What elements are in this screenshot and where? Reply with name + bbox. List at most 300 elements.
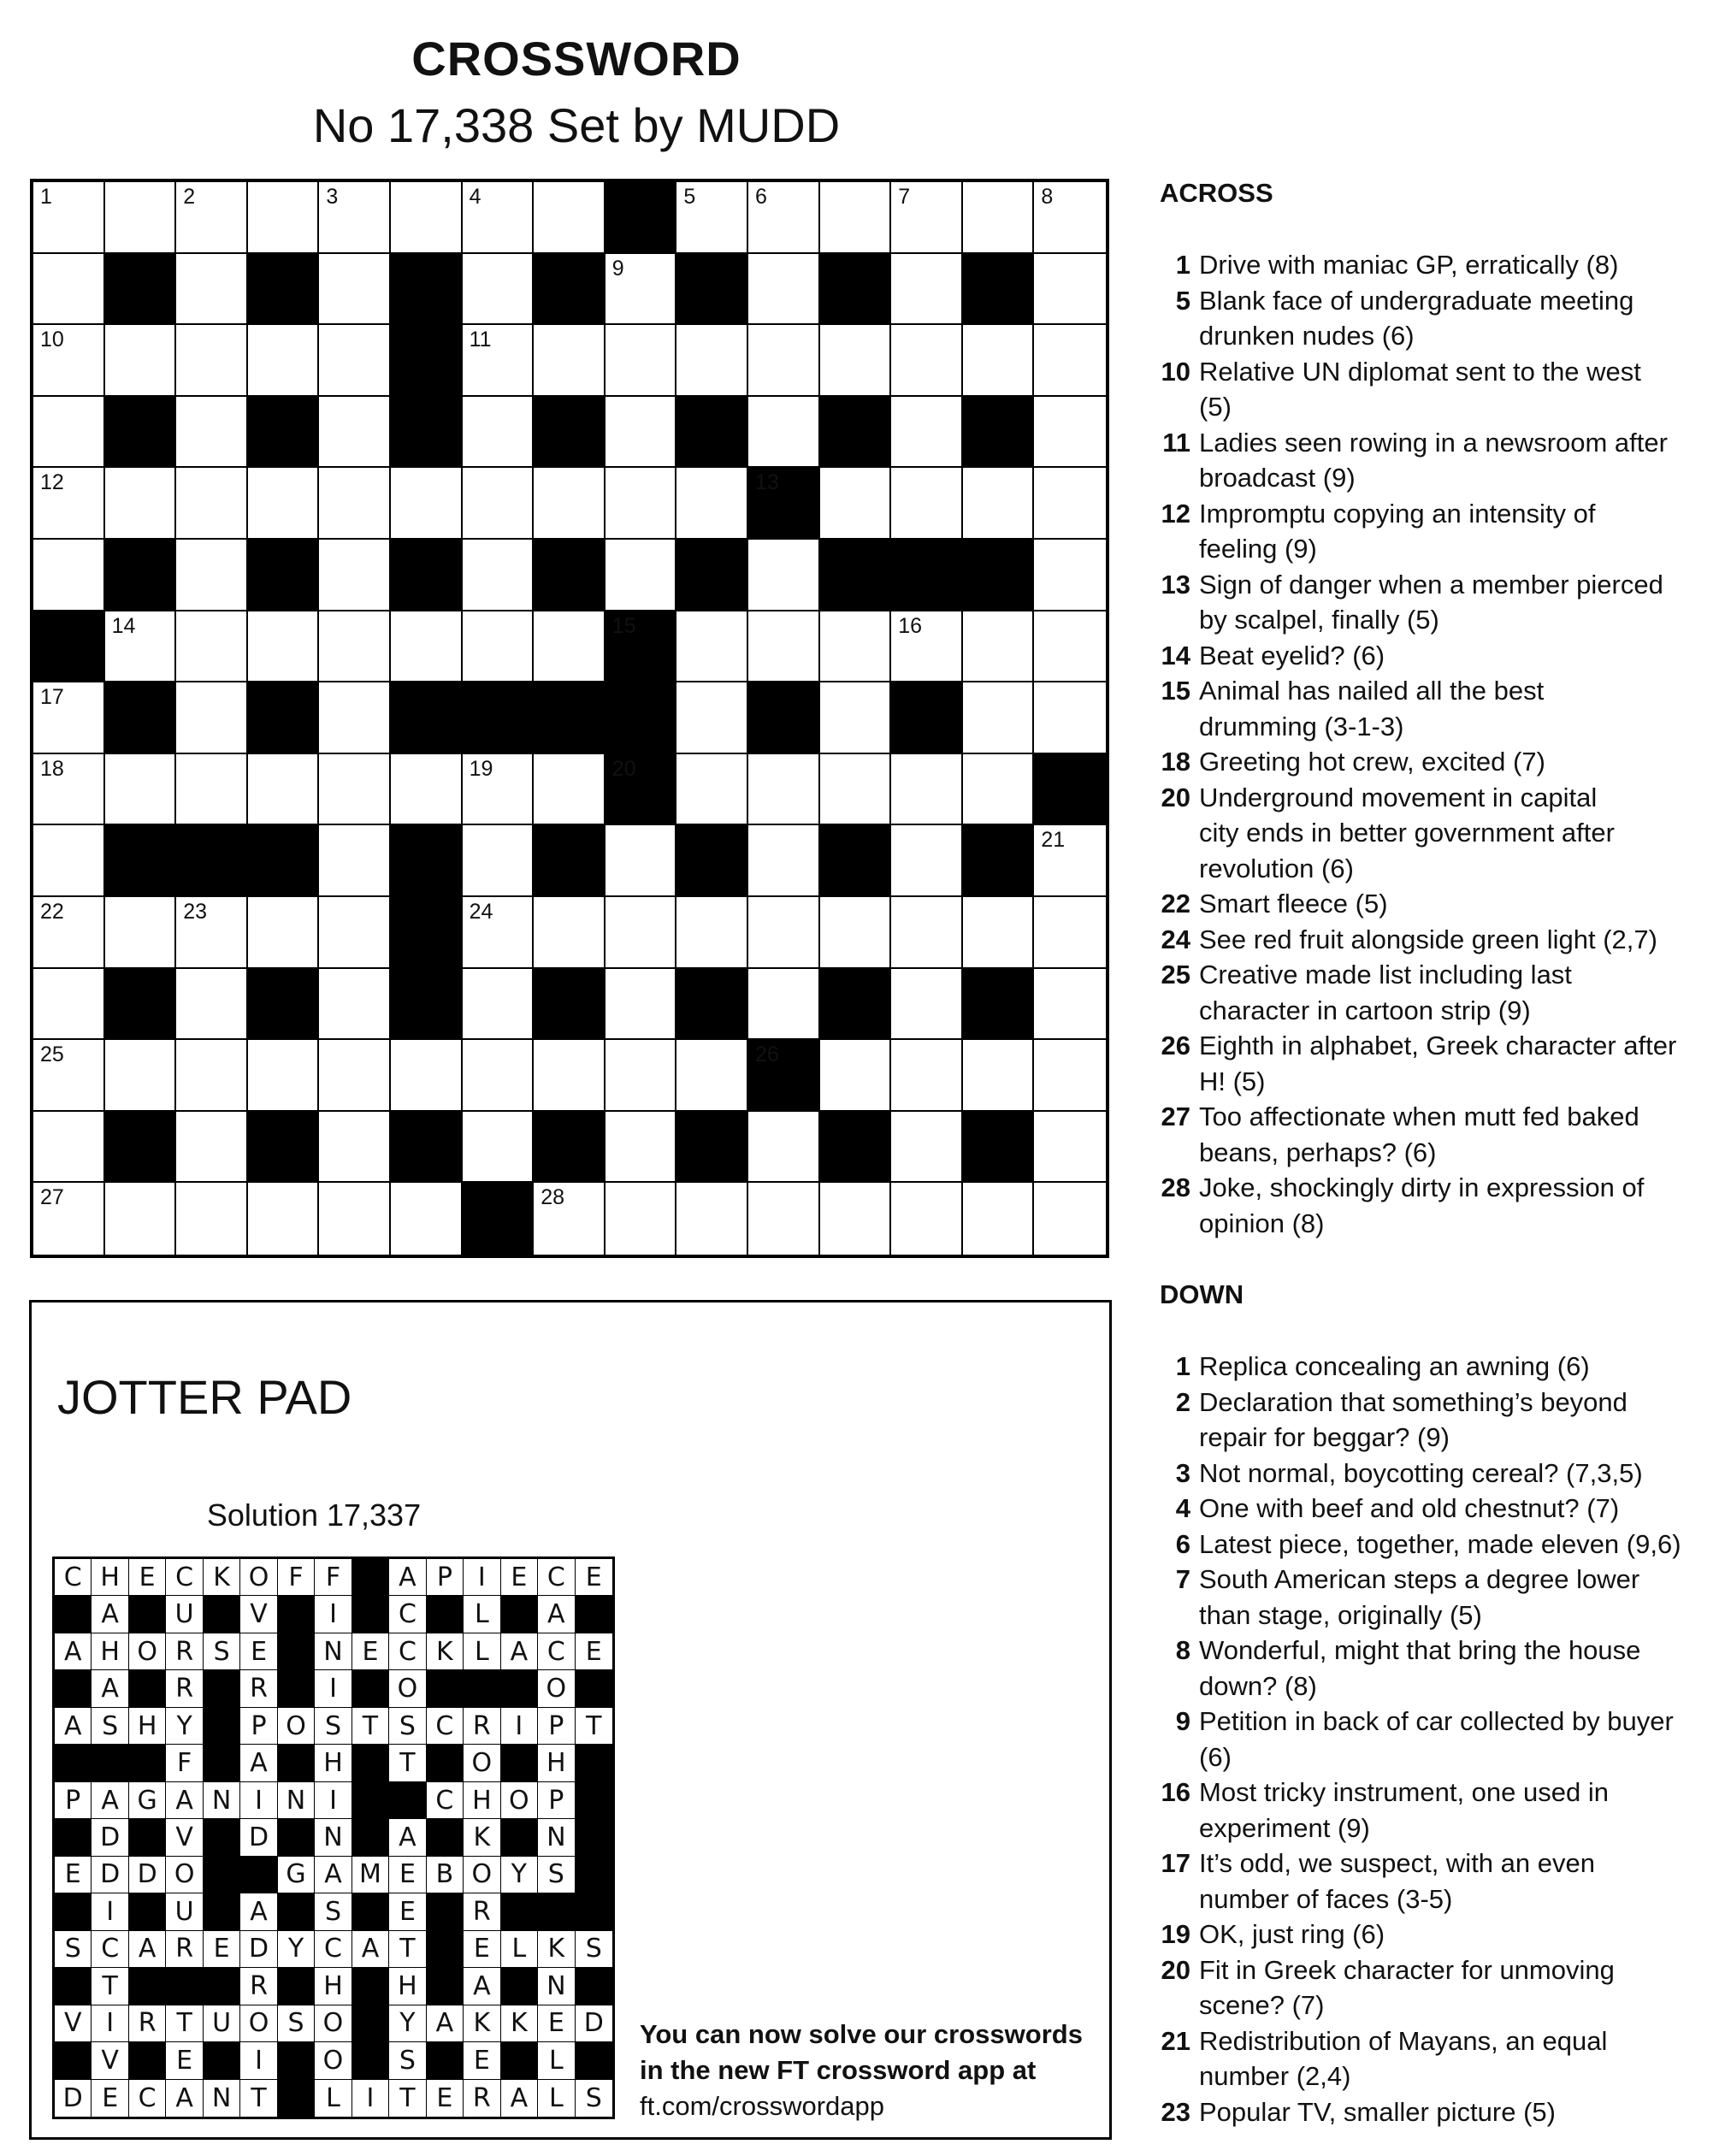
grid-cell[interactable] [606, 397, 677, 469]
grid-cell[interactable] [820, 182, 892, 254]
grid-block [891, 682, 963, 754]
grid-cell[interactable] [319, 611, 391, 683]
grid-cell[interactable] [891, 969, 963, 1041]
grid-cell[interactable] [748, 969, 820, 1041]
grid-block [248, 254, 320, 326]
solution-letter: L [538, 2080, 575, 2117]
solution-letter: E [464, 1931, 500, 1968]
grid-cell[interactable] [963, 682, 1035, 754]
solution-letter: N [315, 1819, 351, 1856]
grid-cell[interactable] [891, 182, 963, 254]
grid-cell[interactable] [463, 468, 535, 540]
solution-letter: S [55, 1931, 92, 1968]
grid-cell[interactable] [105, 1183, 177, 1255]
grid-cell[interactable] [319, 1040, 391, 1112]
solution-block [501, 1745, 538, 1781]
grid-cell[interactable] [963, 325, 1035, 397]
grid-cell[interactable] [319, 1183, 391, 1255]
solution-letter: O [166, 1857, 203, 1893]
grid-cell[interactable] [33, 325, 105, 397]
grid-block [963, 254, 1035, 326]
grid-cell[interactable] [1034, 468, 1106, 540]
solution-letter: E [352, 1633, 389, 1670]
grid-block [391, 897, 463, 969]
grid-cell[interactable] [105, 1040, 177, 1112]
clue-number: 20 [1161, 782, 1190, 812]
solution-letter: C [55, 1559, 92, 1596]
clue-number: 27 [1161, 1102, 1190, 1131]
clue-indent [1160, 1810, 1199, 1846]
grid-cell[interactable] [248, 754, 320, 826]
solution-letter: T [166, 2005, 203, 2042]
grid-cell[interactable] [534, 182, 606, 254]
grid-cell[interactable] [319, 397, 391, 469]
grid-cell[interactable] [1034, 611, 1106, 683]
clue-text: character in cartoon strip (9) [1199, 995, 1531, 1025]
promo-line-1: You can now solve our crosswords [640, 2019, 1083, 2049]
grid-cell[interactable] [891, 254, 963, 326]
solution-letter: E [240, 1633, 277, 1670]
grid-cell[interactable] [463, 397, 535, 469]
grid-block [248, 540, 320, 611]
solution-letter: I [240, 2042, 277, 2079]
grid-cell[interactable] [463, 1040, 535, 1112]
clue-line [1160, 1669, 1716, 1704]
clue-number: 4 [1175, 1493, 1190, 1523]
grid-cell[interactable] [891, 1183, 963, 1255]
clue-text: opinion (8) [1199, 1208, 1325, 1238]
grid-cell[interactable] [606, 897, 677, 969]
grid-block [606, 611, 677, 683]
grid-cell[interactable] [33, 754, 105, 826]
grid-block [820, 397, 892, 469]
grid-cell[interactable] [176, 1112, 248, 1184]
grid-cell[interactable] [1034, 682, 1106, 754]
solution-block [92, 1745, 128, 1781]
grid-cell[interactable] [1034, 325, 1106, 397]
clue-number: 8 [1041, 185, 1054, 209]
grid-cell[interactable] [176, 1183, 248, 1255]
grid-cell[interactable] [391, 611, 463, 683]
grid-cell[interactable] [319, 825, 391, 897]
grid-cell[interactable] [606, 540, 677, 611]
grid-cell[interactable] [820, 754, 892, 826]
clue-line [1160, 1598, 1716, 1633]
grid-cell[interactable] [891, 397, 963, 469]
grid-cell[interactable] [676, 754, 748, 826]
grid-cell[interactable] [676, 325, 748, 397]
solution-letter: O [538, 1670, 575, 1707]
grid-block [820, 969, 892, 1041]
clue-line [1160, 2094, 1716, 2130]
solution-block [166, 1968, 203, 2005]
grid-cell[interactable] [319, 540, 391, 611]
grid-cell[interactable] [105, 897, 177, 969]
grid-cell[interactable] [391, 1183, 463, 1255]
grid-cell[interactable] [963, 754, 1035, 826]
solution-block [204, 2042, 240, 2079]
solution-block [278, 2080, 315, 2117]
clue-text: Animal has nailed all the best [1199, 676, 1545, 706]
solution-block [204, 1968, 240, 2005]
grid-cell[interactable] [820, 1183, 892, 1255]
solution-letter: K [427, 1633, 464, 1670]
grid-cell[interactable] [248, 468, 320, 540]
grid-cell[interactable] [963, 897, 1035, 969]
grid-cell[interactable] [820, 897, 892, 969]
grid-cell[interactable] [891, 1112, 963, 1184]
grid-cell[interactable] [963, 1040, 1035, 1112]
grid-cell[interactable] [33, 540, 105, 611]
grid-block [963, 397, 1035, 469]
solution-letter: D [240, 1819, 277, 1856]
grid-cell[interactable] [676, 468, 748, 540]
grid-cell[interactable] [963, 182, 1035, 254]
grid-cell[interactable] [606, 1112, 677, 1184]
solution-letter: C [389, 1633, 426, 1670]
solution-letter: S [389, 1708, 426, 1745]
grid-cell[interactable] [534, 1183, 606, 1255]
grid-cell[interactable] [891, 754, 963, 826]
grid-cell[interactable] [1034, 397, 1106, 469]
grid-cell[interactable] [1034, 1040, 1106, 1112]
grid-cell[interactable] [33, 969, 105, 1041]
clue-number: 7 [898, 185, 911, 209]
grid-cell[interactable] [606, 468, 677, 540]
grid-cell[interactable] [33, 897, 105, 969]
grid-block [105, 1112, 177, 1184]
solution-letter: K [501, 2005, 538, 2042]
solution-letter: L [315, 2080, 351, 2117]
grid-cell[interactable] [391, 1040, 463, 1112]
grid-cell[interactable] [319, 1112, 391, 1184]
grid-cell[interactable] [748, 1112, 820, 1184]
solution-letter: R [240, 1968, 277, 2005]
grid-cell[interactable] [534, 325, 606, 397]
grid-cell[interactable] [319, 254, 391, 326]
grid-cell[interactable] [319, 969, 391, 1041]
grid-block [748, 468, 820, 540]
solution-letter: P [538, 1782, 575, 1819]
grid-cell[interactable] [1034, 1183, 1106, 1255]
grid-cell[interactable] [1034, 254, 1106, 326]
grid-cell[interactable] [748, 254, 820, 326]
grid-cell[interactable] [391, 754, 463, 826]
clue-text: Latest piece, together, made eleven (9,6) [1199, 1528, 1681, 1559]
grid-cell[interactable] [820, 611, 892, 683]
solution-letter: T [240, 2080, 277, 2117]
solution-letter: Y [389, 2005, 426, 2042]
clue-text: H! (5) [1199, 1066, 1266, 1096]
grid-cell[interactable] [891, 325, 963, 397]
solution-letter: C [166, 1559, 203, 1596]
grid-cell[interactable] [891, 897, 963, 969]
solution-letter: H [315, 1968, 351, 2005]
grid-block [676, 540, 748, 611]
grid-cell[interactable] [391, 468, 463, 540]
clue-line [1160, 425, 1716, 461]
grid-cell[interactable] [963, 611, 1035, 683]
solution-letter: S [576, 1931, 612, 1968]
grid-cell[interactable] [606, 1040, 677, 1112]
grid-cell[interactable] [463, 611, 535, 683]
grid-cell[interactable] [891, 611, 963, 683]
grid-cell[interactable] [748, 825, 820, 897]
grid-cell[interactable] [248, 1040, 320, 1112]
solution-letter: H [538, 1745, 575, 1781]
grid-cell[interactable] [105, 468, 177, 540]
grid-cell[interactable] [820, 1040, 892, 1112]
grid-cell[interactable] [606, 969, 677, 1041]
solution-letter: O [315, 2005, 351, 2042]
clue-number: 8 [1175, 1635, 1190, 1665]
solution-letter: C [315, 1931, 351, 1968]
grid-block [105, 825, 177, 897]
grid-cell[interactable] [391, 182, 463, 254]
grid-cell[interactable] [33, 1112, 105, 1184]
grid-cell[interactable] [963, 1183, 1035, 1255]
grid-cell[interactable] [176, 182, 248, 254]
clue-text: OK, just ring (6) [1199, 1919, 1385, 1949]
grid-cell[interactable] [748, 540, 820, 611]
clue-indent [1160, 460, 1199, 496]
grid-cell[interactable] [176, 1040, 248, 1112]
solution-letter: Y [501, 1857, 538, 1893]
grid-cell[interactable] [176, 682, 248, 754]
solution-letter: A [240, 1893, 277, 1930]
solution-letter: K [538, 1931, 575, 1968]
solution-block [576, 1670, 612, 1707]
grid-block [1034, 754, 1106, 826]
clue-line [1160, 567, 1716, 603]
grid-cell[interactable] [33, 1040, 105, 1112]
grid-cell[interactable] [463, 254, 535, 326]
grid-cell[interactable] [105, 325, 177, 397]
grid-cell[interactable] [676, 897, 748, 969]
clue-indent [1160, 993, 1199, 1029]
solution-letter: D [240, 1931, 277, 1968]
grid-cell[interactable] [1034, 897, 1106, 969]
grid-cell[interactable] [33, 254, 105, 326]
solution-block [204, 1596, 240, 1633]
grid-cell[interactable] [319, 682, 391, 754]
clue-number: 18 [1161, 747, 1190, 777]
grid-cell[interactable] [176, 540, 248, 611]
grid-cell[interactable] [319, 325, 391, 397]
grid-cell[interactable] [319, 897, 391, 969]
clue-text: Replica concealing an awning (6) [1199, 1351, 1590, 1381]
grid-cell[interactable] [606, 254, 677, 326]
grid-block [248, 1112, 320, 1184]
grid-cell[interactable] [463, 1112, 535, 1184]
grid-cell[interactable] [176, 397, 248, 469]
grid-cell[interactable] [176, 897, 248, 969]
grid-cell[interactable] [676, 611, 748, 683]
solution-letter: Y [166, 1708, 203, 1745]
grid-block [391, 540, 463, 611]
grid-block [534, 254, 606, 326]
solution-block [427, 1596, 464, 1633]
grid-cell[interactable] [748, 1183, 820, 1255]
solution-letter: D [129, 1857, 166, 1893]
grid-cell[interactable] [891, 468, 963, 540]
grid-cell[interactable] [33, 182, 105, 254]
grid-cell[interactable] [820, 325, 892, 397]
grid-cell[interactable] [534, 611, 606, 683]
clue-text: drumming (3-1-3) [1199, 711, 1404, 741]
grid-cell[interactable] [676, 182, 748, 254]
grid-cell[interactable] [534, 754, 606, 826]
grid-cell[interactable] [176, 969, 248, 1041]
grid-cell[interactable] [463, 969, 535, 1041]
clue-line [1160, 993, 1716, 1029]
clue-text: feeling (9) [1199, 534, 1317, 564]
grid-cell[interactable] [748, 182, 820, 254]
grid-cell[interactable] [820, 682, 892, 754]
grid-cell[interactable] [33, 682, 105, 754]
solution-letter: R [166, 1670, 203, 1707]
solution-block [352, 1670, 389, 1707]
grid-cell[interactable] [748, 397, 820, 469]
clue-line [1160, 1810, 1716, 1846]
grid-cell[interactable] [105, 182, 177, 254]
grid-block [963, 969, 1035, 1041]
grid-block [534, 969, 606, 1041]
grid-cell[interactable] [463, 825, 535, 897]
solution-block [204, 1893, 240, 1930]
clue-number: 2 [1175, 1386, 1190, 1417]
grid-block [248, 825, 320, 897]
grid-cell[interactable] [1034, 540, 1106, 611]
solution-block [576, 1893, 612, 1930]
grid-cell[interactable] [606, 825, 677, 897]
clue-text: Redistribution of Mayans, an equal [1199, 2025, 1608, 2056]
clue-text: by scalpel, finally (5) [1199, 605, 1439, 635]
solution-block [427, 1745, 464, 1781]
clue-indent [1160, 1135, 1199, 1171]
grid-cell[interactable] [33, 825, 105, 897]
grid-cell[interactable] [606, 325, 677, 397]
solution-block [278, 1745, 315, 1781]
grid-cell[interactable] [748, 754, 820, 826]
grid-cell[interactable] [319, 468, 391, 540]
solution-letter: N [315, 1633, 351, 1670]
grid-cell[interactable] [176, 754, 248, 826]
grid-cell[interactable] [248, 897, 320, 969]
grid-cell[interactable] [33, 397, 105, 469]
grid-cell[interactable] [606, 1183, 677, 1255]
grid-cell[interactable] [891, 825, 963, 897]
grid-cell[interactable] [176, 254, 248, 326]
grid-cell[interactable] [248, 325, 320, 397]
solution-letter: E [129, 1559, 166, 1596]
grid-cell[interactable] [1034, 825, 1106, 897]
grid-cell[interactable] [248, 611, 320, 683]
solution-letter: T [352, 1708, 389, 1745]
grid-cell[interactable] [176, 468, 248, 540]
grid-cell[interactable] [176, 611, 248, 683]
clue-text: city ends in better government after [1199, 818, 1615, 848]
clue-text: Popular TV, smaller picture (5) [1199, 2096, 1556, 2127]
grid-cell[interactable] [676, 682, 748, 754]
grid-cell[interactable] [676, 1183, 748, 1255]
clue-line [1160, 1456, 1716, 1491]
grid-block [676, 825, 748, 897]
solution-letter: S [576, 2080, 612, 2117]
grid-cell[interactable] [463, 754, 535, 826]
grid-cell[interactable] [820, 468, 892, 540]
grid-cell[interactable] [463, 325, 535, 397]
grid-cell[interactable] [891, 1040, 963, 1112]
clue-number: 23 [183, 899, 207, 924]
grid-cell[interactable] [534, 468, 606, 540]
clue-line [1160, 638, 1716, 674]
solution-letter: O [278, 1708, 315, 1745]
grid-cell[interactable] [534, 897, 606, 969]
grid-cell[interactable] [105, 754, 177, 826]
crossword-grid [30, 179, 1109, 1258]
solution-letter: C [129, 2080, 166, 2117]
solution-letter: V [92, 2042, 128, 2079]
grid-block [748, 1040, 820, 1112]
solution-title: Solution 17,337 [206, 1497, 422, 1533]
clue-line [1160, 1846, 1716, 1881]
grid-block [463, 1183, 535, 1255]
grid-cell[interactable] [319, 182, 391, 254]
grid-cell[interactable] [676, 1040, 748, 1112]
solution-block [352, 2005, 389, 2042]
grid-cell[interactable] [319, 754, 391, 826]
grid-block [463, 682, 535, 754]
clue-line [1160, 1881, 1716, 1917]
clue-line [1160, 815, 1716, 851]
grid-cell[interactable] [748, 611, 820, 683]
clue-line [1160, 1775, 1716, 1810]
solution-letter: I [315, 1596, 351, 1633]
clue-indent [1160, 318, 1199, 354]
grid-cell[interactable] [963, 468, 1035, 540]
solution-block [55, 1596, 92, 1633]
grid-cell[interactable] [176, 325, 248, 397]
clue-number: 5 [683, 185, 696, 209]
grid-cell[interactable] [1034, 969, 1106, 1041]
grid-cell[interactable] [748, 897, 820, 969]
clue-number: 19 [1161, 1919, 1190, 1949]
solution-letter: K [464, 1819, 500, 1856]
grid-cell[interactable] [463, 897, 535, 969]
grid-cell[interactable] [463, 182, 535, 254]
grid-cell[interactable] [105, 611, 177, 683]
grid-block [105, 682, 177, 754]
grid-cell[interactable] [748, 325, 820, 397]
clue-text: down? (8) [1199, 1670, 1317, 1701]
clue-line [1160, 247, 1716, 283]
grid-cell[interactable] [1034, 1112, 1106, 1184]
grid-cell[interactable] [248, 1183, 320, 1255]
grid-cell[interactable] [1034, 182, 1106, 254]
grid-cell[interactable] [534, 1040, 606, 1112]
grid-cell[interactable] [463, 540, 535, 611]
solution-letter: R [464, 1893, 500, 1930]
grid-cell[interactable] [33, 468, 105, 540]
grid-cell[interactable] [248, 182, 320, 254]
clue-indent [1160, 531, 1199, 567]
solution-letter: A [464, 1968, 500, 2005]
clue-number: 11 [1162, 427, 1190, 458]
clue-number: 10 [40, 328, 64, 352]
solution-letter: D [55, 2080, 92, 2117]
grid-cell[interactable] [33, 1183, 105, 1255]
